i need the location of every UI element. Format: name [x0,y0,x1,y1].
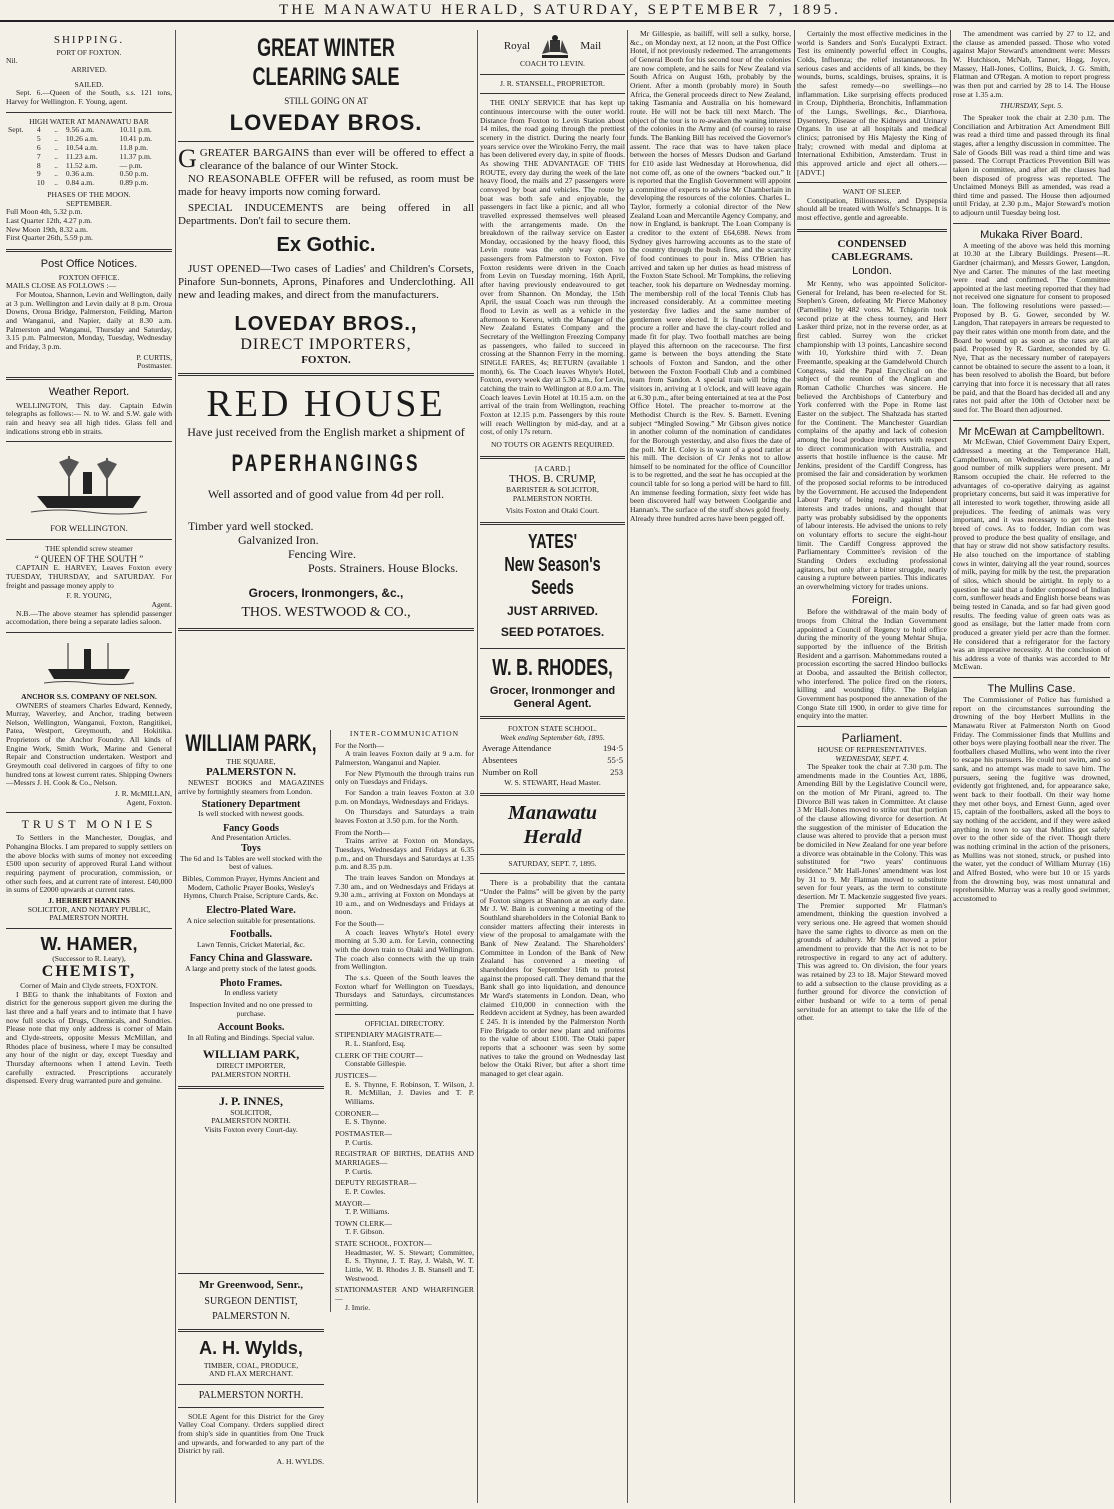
inter-fn2: The train leaves Sandon on Mondays at 7.30 am., and on Wednesdays and Fridays at 9.30 a.m., arriving at Foxton on Mondays at 10 a.m., and on Wednesdays and Fridays at noon. [335,872,474,917]
school-row [480,743,625,755]
moon-phase: Full Moon 4th, 5.32 p.m. [6,207,83,217]
red-house-trade: Grocers, Ironmongers, &c., [248,586,404,601]
directory-holder: E. P. Cowles. [345,1186,386,1196]
inter-n3: For Sandon a train leaves Foxton at 3.0 p.m. on Mondays, Wednesdays and Fridays. [335,787,474,806]
tide-cell: .. [54,178,58,188]
news-mcewan: Mr McEwan, Chief Government Dairy Expert, addressed a meeting at the Temperance Hall, Campbelltown, on Wednesday afternoon, and a good number of milk suppliers were present. Mr Ransom occupied the chair. He referred to the advantages of co-operative dairying as against proprietary concerns, but said it was imperative for all interested to work together, throwing aside all prejudices. The feeding of animals was very important, and it was necessary to get the best breed of cows. As to fodder, Indian corn was proved to produce the best quality of ensilage, and that hay or straw did not show satisfactory results. He also touched on the importance of stabling cows in winter, dairying all the year round, sources of milk, paying for milk by the test, the preparation of silos, which should be airtight. In reply to a question he said that a fodder composed of Indian corn, sunflower heads and English horse beans was being tested in Canada, and so far had given good results. The feeding value of green oats was as good as ensilage, but the latter made from corn produced a greater yield per acre than the former. He considered that a refrigerator for the factory was an imperative necessity. At the conclusion of his address a vote of thanks was accorded to Mr McEwan. [953,437,1110,672]
innes-note: Visits Foxton every Court-day. [204,1124,298,1134]
inter-south-label: For the South— [335,919,384,929]
london-header: London. [852,265,892,278]
tide-cell: 11.8 p.m. [119,142,148,152]
loveday-name: LOVEDAY BROS. [229,110,423,136]
directory-list [335,1031,474,1312]
column-5 [953,30,1110,1503]
sailed-entry: Sept. 6.—Queen of the South, s.s. 121 tons, Harvey for Wellington. F. Young, agent. [6,88,172,107]
tide-cell: 0.36 a.m. [65,169,95,179]
anchor-agent: J. R. McMILLAN, [114,789,172,799]
wylds-body: SOLE Agent for this District for the Grey Valley Coal Company. Orders supplied direct from ship's side in quantities from One Truck and upwards, and forwarded to any part of the District by rail. [178,1411,324,1456]
directory-holder: P. Curtis. [345,1166,373,1176]
clearing-sale-header: GREAT WINTER CLEARING SALE [252,34,400,91]
tide-cell: 10.11 p.m. [119,125,152,135]
eucalypti-advert: Certainly the most effective medicines in the world is Sanders and Son's Eucalypti Extract. Test its eminently powerful effect in Coughs, Colds, Influenza; the relief instantaneous. In serious cases and accidents of all kinds, be they wounds, burns, scaldings, bruises, sprains, it is the safest remedy—no swellings—no inflammation. Like surprising effects produced in Croup, Diphtheria, Bronchitis, Inflammation of the Lungs, Swellings, &c., Diarrhoea, Dysentery, Disease of the Kidneys and Urinary Organs. In use at all hospitals and medical clinics; patronised by His Majesty the King of Italy; crowned with medal and diploma at International Exhibition, Amsterdam. Trust in this approved article and eject all others.—[ADVT.] [797,30,947,177]
news-col5: The amendment was carried by 27 to 12, and the clause as amended passed. Those who voted against Major Steward's amendment were: Messrs W. Hutchison, McNab, Tanner, Hogg, Joyce, Massey, Hall-Jones, Collins, Buick, J. G. Smith, Flatman and O'Regan. A motion to report progress was then put and carried by 28 to 14. The House rose at 1.35 a.m. [953,30,1110,99]
post-office-header: Post Office Notices. [40,257,138,270]
hamer-sub: (Successor to R. Leary), [52,953,126,963]
tide-cell: 11.23 a.m. [65,151,98,161]
chemist-title: CHEMIST, [41,963,137,981]
tide-table [6,126,172,188]
park-s1: Stationery Department [201,798,301,810]
greenwood-role: SURGEON DENTIST, [204,1295,298,1307]
park-s2b: And Presentation Articles. [211,833,291,843]
crump-role: BARRISTER & SOLICITOR, [506,484,599,494]
directory-holder: P. Curtis. [345,1137,373,1147]
park-name: WILLIAM PARK, [185,730,317,757]
park-s7b: A large and pretty stock of the latest goods. [185,964,317,974]
park-address: THE SQUARE, [226,756,276,766]
park-town: PALMERSTON N. [205,766,297,779]
mullins-header: The Mullins Case. [987,683,1076,696]
wylds-town: PALMERSTON NORTH. [198,1390,304,1402]
tide-row [6,179,172,188]
postmaster-role: Postmaster. [137,361,172,371]
news-thursday: The Speaker took the chair at 2.30 p.m. The Conciliation and Arbitration Act Amendment Bill was read a third time and passed through its final stages, after a lengthy discussion in committee. The Sale of Goods Bill was read a third time and was passed. The Corrupt Practices Prevention Bill was taken in committee, and after all the clauses had been disposed of progress was reported. The Unclaimed Moneys Bill as amended, was read a third time and passed. The House then adjourned until Friday, at 2.30 p.m., Major Steward's motion to adjourn until Tuesday being lost. [953,112,1110,218]
ex-gothic: Ex Gothic. [276,233,376,256]
news-mullins: The Commissioner of Police has furnished a report on the circumstances surrounding the drowning of the boy Herbert Mullins in the Manawatu River at Palmerston North on Good Friday. The Commissioner finds that Mullins and other boys were playing football near the river. The footballers chased Mullins, who went into the river to escape his pursuers. He could not swim, and so sank, and no attempt was made to save him. The pursuers, seeing the fugitive was drowned, evidently got frightened, and, for appearance sake, went back to their football. On their way home they met other boys, and Ernest Gunn, aged over 15, captain of the footballers, asked all the boys to say nothing of the accident, and if they were asked anything in town to say that Mullins got safely over to the other side of the river. Though there was nothing criminal in the action of the prisoners, as Mullins was not stoned, struck, or pushed into the water, yet the conduct of William Murray (16) and Alfred Bosted, who were but 10 or 15 yards from the drowning boy, was most unnatural and reprehensible. Murray was a really good swimmer, accustomed to [953,694,1110,903]
directory-office: DEPUTY REGISTRAR— [335,1178,417,1188]
parliament-house: HOUSE OF REPRESENTATIVES. [817,744,927,754]
loveday-p1: GGREATER BARGAINS than ever will be offered to effect a clearance of the balance of our Winter Stock. [178,143,474,173]
hankins-role: SOLICITOR, AND NOTARY PUBLIC, PALMERSTON NORTH. [27,904,151,923]
park-s4b: Bibles, Common Prayer, Hymns Ancient and Modern, Catholic Prayer Books, Wesley's Hymns, Church Praise, Scripture Cards, &c. [182,873,320,901]
steamer-note: N.B.—The above steamer has splendid passenger accomodation, there being a separate ladies saloon. [6,608,172,627]
column-rule [794,30,795,1503]
yates-l2: JUST ARRIVED. [507,603,598,618]
crump-name: THOS. B. CRUMP, [508,473,597,486]
moon-month: SEPTEMBER. [66,198,112,208]
anchor-agent-role: Agent, Foxton. [126,797,172,807]
news-col3: There is a probability that the cantata “Under the Palms” will be given by the party of Foxton singers at Shannon at an early date. Mr J. W. Bain is convening a meeting of the Southland shareholders in the Colonial Bank to consider matters affecting their interests in view of the proposal to amalgamate with the Bank of New Zealand. The Shareholders' Committee in London of the Bank of New Zealand has convened a meeting of shareholders for September 16th to protest against the proposed call. They demand that the Bank shall go into liquidation, and denounce Mr Ward's statements in London. Dean, who claimed £10,000 in connection with the Reddevn accident at Sydney, has been awarded £ 245. It is intended by the Palmerston North Fire Brigade to order new plant and uniforms to the value of about £100. The Otaki paper reports that a schooner was seen by some natives to take the ground on Wednesday last below the Otaki River, but after a short time managed to get clear again. [480,878,625,1078]
newspaper-title: THE MANAWATU HERALD, SATURDAY, SEPTEMBER 7, 1895. [279,2,841,18]
royal-crest-icon [538,34,572,60]
yates-l3: SEED POTATOES. [500,625,605,640]
paperhangings: PAPERHANGINGS [231,450,421,478]
sleep-header: WANT OF SLEEP. [842,187,902,197]
moon-phases-header: PHASES OF THE MOON. [47,189,131,199]
directory-office: CLERK OF THE COURT— [335,1050,423,1060]
news-col3b: Mr Gillespie, as bailiff, will sell a sulky, horse, &c., on Monday next, at 12 noon, at the Post Office Hotel, if not previously redeemed. The arrangements of General Booth for his second tour of the colonies are now complete, and he sails for New Zealand via South Africa on August 16th, probably by the Orient. After a month (probably more) in South Africa, the General proceeds direct to New Zealand, taking Tasmania and Australia on his homeward route. He will not be back till next March. The object of the tour is to re-awaken the waning interest of the colonies in the Army and (of course) to raise funds. The Banking Bill has received the Governor's assent. The race that was to have taken place between the horses of Messrs Dudson and Garland for £10 aside last Wednesday at Horowhenua, did not come off, as one of the owners “backed out.” It is reported that the English Government will appoint a committee of experts to advise Mr Chamberlain in developing the resources of the colonies. Charles L. Taylor, formerly a colonial director of the New Zealand Loan and Mercantile Agency Company, and now in England, is bankrupt. The Loan Company is a creditor to the extent of £64,698. News from Sydney gives harrowing accounts as to the state of the country through the bush fires, and the scarcity of food continues to pour in. Miss O'Brien has arrived and taken up her duties as head mistress of the Foxton State School. Mr Tompkins, the relieving teacher, took his departure on Wednesday morning. The membership roll of the local Tennis Club has increased considerably. At a committee meeting yesterday five ladies and the same number of gentlemen were elected. It is finally decided to procure a roller and have the clay-court rolled and made fit for play. Two football matches are being played this afternoon on the racecourse. The first game is between the boys attending the State schools of Foxton and Sandon, and the other between the Foxton Football Club and a combined team from Sandon. A special train will bring the visitors in, arriving at 1 o'clock, and will leave again at 6.30 p.m., after being entertained at tea at the Post Office Hotel. The preacher to-morrow at the Methodist Church is the Rev. S. Barnett. Evening subject “Mingled Sowing.” Mr Gibson gives notice in another column of the nomination of candidates for the Borough yesterday, and also fixes the date of the poll. Mr H. Coley is in want of a good rattler at his mill. The decision of Cr Jenks not to allow himself to be nominated for the office of Councillor is to be regretted, and the seat he has occupied at the council table for so long a period will be hard to fill. An immense feeding formation, sixty feet wide has been discovered half way between Coolgardie and Hannan's. The surface of the stuff shows gold freely. Already three hundred acres have been pegged off. [630,30,791,523]
directory-holder: E. S. Thynne, F. Robinson, T. Wilson, J. R. McMillan, J. Davies and T. P. Williams. [345,1079,474,1106]
directory-office: STATE SCHOOL, FOXTON— [335,1239,432,1249]
tide-cell: 0.50 p.m. [119,169,149,179]
park-p1: NEWEST BOOKS and MAGAZINES arrive by fortnightly steamers from London. [178,778,324,796]
royal-label: Royal [503,39,531,52]
inter-s1: A coach leaves Whyte's Hotel every morning at 5.30 a.m. for Levin, connecting with the down train to Otaki and Wellington. The coach also connects with the up train from Wellington. [335,927,474,972]
port-name: PORT OF FOXTON. [56,47,122,57]
tide-cell: 6 [36,142,41,152]
directory-header: OFFICIAL DIRECTORY. [364,1018,445,1028]
news-parliament: The Speaker took the chair at 7.30 p.m. The amendments made in the Counties Act, 1886, Amending Bill by the Legislative Council were, on the motion of Mr Pirani, agreed to. The Divorce Bill was taken in Committee. At clause 3 Mr Hall-Jones moved to strike out that portion of the clause allowing divorce for desertion. At the suggestion of the minister of Education the clause was altered to provide that a person must be domiciled in New Zealand for one year before a divorce was obtainable in the Colony. This was substituted for “two years' continuous residence.” Mr Hall-Jones' amendment was lost by 31 to 9. Mr Flatman moved to substitute seven for four years, as the term to constitute desertion. Mr T. Mackenzie suggested five years. The Premier supported Mr Flatman's amendment, thinking the question involved a very serious one. He agreed that women should have the same rights to divorce as men on the grounds of adultery. Mr Mills moved a prior amendment to provide that the Act is not to be retrospective in regard to any act of adultery. This was agreed to. On division, the four years was retained by 23 to 18. Major Steward moved to add a subsection to the clause providing as a further ground for divorce the conviction of either husband or wife to a term of penal servitude for an attempt to take the life of the other. [797,762,947,1023]
tide-cell: 9.56 a.m. [65,125,95,135]
parliament-header: Parliament. [841,730,903,745]
directory-office: JUSTICES— [335,1070,377,1080]
park-name-2: WILLIAM PARK, [202,1047,300,1062]
tide-cell: — p.m. [119,160,143,170]
red-house-l2: Galvanized Iron. [238,532,319,547]
loveday-town: FOXTON. [301,354,351,367]
tide-cell: 10 [36,178,45,188]
tide-cell [6,144,35,153]
shipping-header: SHIPPING. [53,34,125,46]
coach-note: NO TOUTS OR AGENTS REQUIRED. [490,439,615,449]
park-s9: Inspection Invited and no one pressed to purchase. [189,999,313,1018]
hamer-name: W. HAMER, [40,933,138,954]
sleep-body: Constipation, Biliousness, and Dyspepsia should all be treated with Wolfe's Schnapps. It is most effective, gentle and agreeable. [797,195,947,223]
loveday-p3: SPECIAL INDUCEMENTS are being offered in all Departments. Don't fail to secure them. [178,201,474,227]
school-value: 194·5 [602,742,623,753]
directory-holder: Headmaster, W. S. Stewart; Committee, E. S. Thynne, J. T. Ray, J. Walsh, W. T. Little, W. B. Rhodes J. B. Stansell and T. Westwood. [345,1247,474,1283]
tide-cell [6,170,35,179]
inter-n4: On Thursdays and Saturdays a train leaves Foxton at 3.50 p.m. for the North. [335,807,474,825]
news-foreign: Before the withdrawal of the main body of troops from Chitral the Indian Government appointed a Council of Regency to hold office during the minority of the young Mehtar Shuja, supported by the influence of the British Resident and a garrison. Mahommedans routed a procession escorting the sacred Hindoo bullocks at Dooba, and assaulted the British collector, who interfered. The police fired on the rioters, killing and wounding fifty. The Belgian Government has postponed the annexation of the Congo State till 1900, in order to give time for enquiry into the matter. [797,607,947,721]
tide-cell: .. [54,151,58,161]
mukaka-header: Mukaka River Board. [980,228,1083,241]
wylds-trade-2: AND FLAX MERCHANT. [208,1369,294,1379]
crump-town: PALMERSTON NORTH. [512,493,593,503]
inter-from-north-label: From the North— [335,827,390,837]
red-house-header: RED HOUSE [206,383,446,426]
news-mukaka: A meeting of the above was held this morning at 10.30 at the Library Buildings. Present—R. Gardner (chairman), and Messrs Gower, Langdon, Nye and Carter. The minutes of the last meeting were read and confirmed. The Committee appointed at the last meeting reported that they had not received one signature for consent to proposed loan. The following resolutions were passed:— Proposed by B. G. Gower, seconded by W. Langdon, That ratepayers in arrears be requested to pay their rates within one month from date, and the Board be wound up as soon as the rates are all paid. Proposed by R. Gardner, seconded by G. Nye, That as the necessary number of ratepayers cannot be obtained to secure the assent to a loan, it has been resolved to abolish the Board, but before carrying that into force it is necessary that all rates be paid, and that the Board has decided all and any rates not paid after the 10th of October next be sued for. The Board then adjourned. [953,240,1110,414]
mails-label: MAILS CLOSE AS FOLLOWS :— [6,281,117,291]
innes-name: J. P. INNES, [219,1093,283,1108]
red-house-l4: Posts. Strainers. House Blocks. [308,560,458,575]
park-s3: Toys [241,843,261,855]
school-value: 253 [610,766,623,777]
park-s7: Fancy China and Glassware. [189,953,313,965]
hamer-body: I BEG to thank the inhabitants of Foxton and district for the generous support given me during the last three and a half years and to intimate that I have now full stocks of Drugs, Chemicals, and Sundries. Please note that my only address is corner of Main and Clyde-streets, opposite Messrs McMillan, and Rhodes place of business, where I may be consulted any hour of the night or day, except Tuesday and Thursday afternoons when I attend Levin. Teeth carefully extracted. Prescriptions accurately dispensed. Every drug warranted pure and genuine. [6,989,172,1086]
tide-cell: .. [54,169,58,179]
directory-office: MAYOR— [335,1198,371,1208]
loveday-p4: JUST OPENED—Two cases of Ladies' and Children's Corsets, Pinafore Sun-bonnets, Aprons, Pinafores and Underclothing. All new and leading makes, and direct from the manufacturers. [178,263,474,302]
hankins-name: J. HERBERT HANKINS [48,895,130,905]
steamer-agent: F. R. YOUNG, [66,591,112,601]
hamer-address: Corner of Main and Clyde streets, FOXTON. [20,980,158,990]
greenwood-town: PALMERSTON N. [212,1311,290,1323]
column-3 [480,30,625,1503]
column-3b [630,30,791,1503]
loveday-p2: NO REASONABLE OFFER will be refused, as room must be made for heavy imports now coming forward. [178,173,474,199]
wylds-trade: TIMBER, COAL, PRODUCE, [203,1360,299,1370]
royal-mail-header [480,34,625,60]
column-rule [175,30,176,1503]
lower-left-ads [178,1268,324,1467]
park-ad [178,730,324,1135]
sailed-label: SAILED. [74,79,104,89]
school-value: 55·5 [607,754,623,765]
parliament-date: WEDNESDAY, SEPT. 4. [835,753,909,763]
anchor-steamer-icon [44,639,134,687]
steamer-header: FOR WELLINGTON. [50,523,128,534]
directory-office: REGISTRAR OF BIRTHS, DEATHS AND MARRIAGES— [335,1149,474,1167]
column-rule [477,30,478,1503]
directory-holder: T. P. Williams. [345,1207,390,1217]
loveday-tag: DIRECT IMPORTERS, [240,335,412,353]
tide-cell [6,135,35,144]
column-2 [178,30,474,1503]
moon-phase-list [6,208,172,243]
arrived-value: Nil. [6,56,18,66]
tide-cell: 11.37 p.m. [119,151,152,161]
school-label: Absentees [482,754,518,765]
coach-body: THE ONLY SERVICE that has kept up continuous intercourse with the outer world. Distance from Foxton to Levin Station about 14 miles, the road going through the prettiest scenery in the district. During the nearly four years service over the Wirokino Ferry, the mail has been delivered every day, in spite of floods. As showing THE ADVANTAGE OF THIS ROUTE, every day during the week of the late heavy flood, the mails and 27 passengers were conveyed by boat and vehicles. The route by boat was both safe and enjoyable, the passengers in fact like a picnic, and all who travelled expressed themselves well pleased with the arrangements made. On the breakdown of the railway service on Easter Monday, occasioned by the heavy flood, this Levin route was the only way open to passengers from Palmerston to Foxton. Five Foxton residents were driven in the Coach from Levin on Tuesday morning, 16th April, after having previously endeavoured to get over from Shannon. On Monday, the 15th April, the usual Coach was run through the flood to Levin as well as a vehicle in the afternoon to Kereru, with the Manager of the New Zealand Estates Company and the Secretary of the Wellington Freezing Company as passengers, who failed to succeed in crossing at the Shannon Ferry in the morning. SINGLE FARES, 4s; RETURN (available 1 month), 6s. The Coach leaves Whyte's Hotel, Foxton, every week day at 5.30 a.m., for Levin, catching the train to Wellington at 8.0 a.m. The Coach leaves Levin Hotel at 10.15 a.m. on the arrival of the train from Wellington, reaching Foxton at 12.15 p.m. Passengers by this route will reach Wellington by mid-day, and at a cost, of only 17s return. [480,98,625,437]
mcewan-header: Mr McEwan at Campbelltown. [958,425,1105,438]
post-office-sub: FOXTON OFFICE. [58,272,120,282]
rhodes-trade: Grocer, Ironmonger and [489,684,616,697]
wylds-signed: A. H. WYLDS. [276,1457,324,1466]
thursday-date: THURSDAY, Sept. 5. [999,101,1064,111]
directory-office: POSTMASTER— [335,1128,392,1138]
tide-cell: Sept. [8,125,24,135]
rhodes-name: W. B. RHODES, [492,654,613,681]
crump-note: Visits Foxton and Otaki Court. [505,506,600,516]
tide-cell: 11.52 a.m. [65,160,98,170]
school-row [480,767,625,779]
tide-cell: .. [54,134,58,144]
anchor-body: OWNERS of steamers Charles Edward, Kennedy, Murray, Waverley, and Anchor, trading between Nelson, Wellington, Wanganui, Foxton, Rangitikei, Patea, Westport, Greymouth, and Hokitika. Proprietors of the Anchor Foundry. All kinds of Engine Work, Smith Work, Marine and General Repair and Construction undertaken. Westport and Greymouth coal delivered in cargoes of fifty to one hundred tons at lowest current rates. Shipping Owners—Messrs J. H. Cook & Co., Nelson. [6,700,172,788]
tide-cell: 7 [36,151,41,161]
red-house-p3: Well assorted and of good value from 4d per roll. [207,486,445,501]
masthead [0,0,1114,22]
yates-l1: New Season's Seeds [504,554,601,600]
postmaster-name: P. CURTIS, [136,352,172,362]
park-s2: Fancy Goods [223,822,279,834]
directory-holder: T. F. Gibson. [345,1227,385,1237]
red-house-l1: Timber yard well stocked. [188,518,314,533]
moon-phase: New Moon 19th, 8.32 a.m. [6,224,88,234]
park-tag: DIRECT IMPORTER, [216,1061,286,1071]
directory-holder: J. Imrie. [345,1302,371,1312]
park-town-2: PALMERSTON NORTH. [211,1070,291,1080]
school-label: Average Attendance [482,742,552,753]
herald-date: SATURDAY, SEPT. 7, 1895. [508,858,597,868]
park-s10: Account Books. [217,1022,285,1034]
school-label: Number on Roll [482,766,538,777]
weather-header: Weather Report. [48,385,130,398]
directory-holder: R. L. Stanford, Esq. [345,1039,406,1048]
steamer-agent-role: Agent. [151,599,172,609]
crump-card: [A CARD.] [534,463,571,473]
arrived-label: ARRIVED. [71,65,107,75]
herald-nameplate: Manawatu Herald [508,802,597,848]
park-s6: Footballs. [230,929,272,941]
tide-cell: 5 [36,134,41,144]
moon-phase: First Quarter 26th, 5.59 p.m. [6,233,93,243]
tide-cell [6,179,35,188]
tide-cell: 10.41 p.m. [119,134,153,144]
red-house-firm: THOS. WESTWOOD & CO., [241,605,411,621]
tide-cell: .. [54,125,58,135]
steamer-ship-icon [29,448,149,518]
yates-name: YATES' [527,530,578,553]
inter-n1: A train leaves Foxton daily at 9 a.m. for Palmerston, Wanganui and Napier. [335,749,474,767]
school-row [480,755,625,767]
red-house-p1: Have just received from the English market a shipment of [187,425,465,440]
inter-s2: The s.s. Queen of the South leaves the Foxton wharf for Wellington on Tuesdays, Thursdays and Saturdays, circumstances permitting. [335,973,474,1009]
school-signed: W. S. STEWART, Head Master. [504,777,601,787]
mail-label: Mail [580,39,602,52]
directory-holder: Constable Gillespie. [345,1059,407,1069]
column-1 [6,30,172,1503]
wylds-name: A. H. Wylds, [199,1337,303,1358]
inter-n2: For New Plymouth the through trains run only on Tuesdays and Fridays. [335,768,474,787]
column-rule [627,30,628,1503]
weather-body: WELLINGTON, This day. Captain Edwin telegraphs as follows:— N. to W. and S.W. gale with rain and heavy sea all high tides. Glass fell and indications strong ebb in straits. [6,400,172,436]
directory-office: TOWN CLERK— [335,1218,393,1228]
steamer-line1: THE splendid screw steamer [45,544,133,554]
park-s10b: In all Ruling and Bindings. Special value. [187,1032,315,1042]
school-week: Week ending September 6th, 1895. [500,733,605,743]
red-house-l3: Fencing Wire. [288,546,356,561]
directory-office: CORONER— [335,1108,379,1118]
news-london: Mr Kenny, who was appointed Solicitor-General for Ireland, has been re-elected for St. Stephen's Green, defeating Mr Pierce Mahoney (Parnellite) by 482 votes. M. Tchigorin took second prize at the chess tourney, and Herr Lasker third prize, not in the reverse order, as at first cabled. Surrey won the cricket championship with 13 points, Lancashire second with 10, Yorkshire third with 7. Dean Freemantle, speaking at the Gamdelwold Church Congress, said the Papal Encyclical on the subject of the reunion of the Anglican and Roman Catholic Churches was sincere. He believed the Archbishops of Canterbury and York conferred with the Pope in Rome last Easter on the subject. The Shahzada has started for the Continent. The Manchester Guardian complains of the apathy and lack of cohesion among the local produce importers with respect to direct communication with Australia, and asserts that hostile influence is the cause. Mr Jenkins, president of the Cardiff Congress, has promised the fair and consideration by workmen of the proposed social reforms to be introduced by the Government. He accused the Independent Labour Party of being really against labour interests and trades unions, and thought that party was probably subsidised by the opponents of labour interests. He advised the unions to rely on voluntary efforts to secure the eight-hour limit. The Cardiff Congress approved the Parliamentary Committee's revision of the Standing Orders excluding professional agitators, but only after a bitter struggle, nearly causing a rupture between parties. This indicates an overwhelming victory for trades unions. [797,279,947,591]
tide-cell: 10.54 a.m. [65,142,98,152]
column-4 [797,30,947,1503]
tide-cell: .. [54,160,58,170]
trust-monies-header: TRUST MONIES [21,817,157,832]
loveday-name-2: LOVEDAY BROS., [234,312,418,335]
inter-communication [330,730,474,1312]
tide-cell: 8 [36,160,41,170]
coach-proprietor: J. R. STANSELL, PROPRIETOR. [500,78,605,88]
cablegrams-header: CONDENSED CABLEGRAMS. [831,237,913,263]
directory-holder: E. S. Thynne. [345,1117,387,1127]
tide-header: HIGH WATER AT MANAWATU BAR [29,116,149,126]
rhodes-trade-2: General Agent. [513,697,592,710]
column-rule [950,30,951,1503]
park-s3b: The 6d and 1s Tables are well stocked with the best of values. [179,853,323,872]
park-s6b: Lawn Tennis, Cricket Material, &c. [197,939,305,949]
tide-cell: .. [54,142,58,152]
school-header: FOXTON STATE SCHOOL. [508,724,597,734]
inter-header: INTER-COMMUNICATION [349,729,460,738]
school-table [480,743,625,779]
anchor-company-header: ANCHOR S.S. COMPANY OF NELSON. [21,691,157,701]
tide-cell: 4 [36,125,41,135]
greenwood-name: Mr Greenwood, Senr., [199,1279,303,1291]
directory-office: STATIONMASTER AND WHARFINGER— [335,1285,474,1304]
park-s8: Photo Frames. [219,977,283,989]
coach-sub: COACH TO LEVIN. [520,59,585,68]
park-s1b: Is well stocked with newest goods. [198,809,304,819]
steamer-name: “ QUEEN OF THE SOUTH ” [34,553,144,564]
tide-cell: 0.84 a.m. [65,178,95,188]
loveday-p1-text: GREATER BARGAINS than ever will be offered to effect a clearance of the balance of our Winter Stock. [199,146,474,172]
steamer-body: CAPTAIN E. HARVEY, Leaves Foxton every TUESDAY, THURSDAY, and SATURDAY. For freight and passage money apply to [6,563,172,590]
clearing-sale-sub: STILL GOING ON AT [284,96,368,106]
inter-fn1: Trains arrive at Foxton on Mondays, Tuesdays, Wednesdays and Fridays at 6.35 p.m., and on Thursdays and Saturdays at 1.35 p.m. and 8.35 p.m. [335,836,474,872]
innes-role: SOLICITOR, [230,1107,272,1117]
trust-body: To Settlers in the Manchester, Douglas, and Pohangina Blocks. I am prepared to supply settlers on the above blocks with sums of money not exceeding £500 upon security of approved Rural Land without requiring payment of procuration, commission, or other such fees, and at current rate of interest. £40,000 in sums of £2000 upwards at current rates. [6,833,172,895]
park-s5b: A nice selection suitable for presentations. [186,915,316,925]
park-s8b: In endless variety [224,988,278,998]
tide-cell: 9 [36,169,41,179]
tide-cell: 0.89 p.m. [119,178,149,188]
tide-cell: 10.26 a.m. [65,134,98,144]
tide-cell [6,153,35,162]
foreign-header: Foreign. [851,593,893,606]
directory-office: STIPENDIARY MAGISTRATE— [335,1030,442,1040]
post-office-body: For Moutoa, Shannon, Levin and Wellington, daily at 3 p.m. Wellington and Levin daily at 8 p.m. Oroua Downs, Oroua Bridge, Palmerston, Feilding, Marton and Wanganui, and Napier, daily at 8.30 a.m. Palmerston and Wanganui, Thursday and Saturday, 3.15 p.m. Palmerston, Monday, Tuesday, Wednesday and Friday, 3 p.m. [6,289,172,351]
moon-phase: Last Quarter 12th, 4.27 p.m. [6,215,93,225]
park-s5: Electro-Plated Ware. [206,904,296,916]
innes-town: PALMERSTON NORTH. [211,1116,291,1126]
tide-cell [6,162,35,171]
inter-north-label: For the North— [335,740,384,750]
